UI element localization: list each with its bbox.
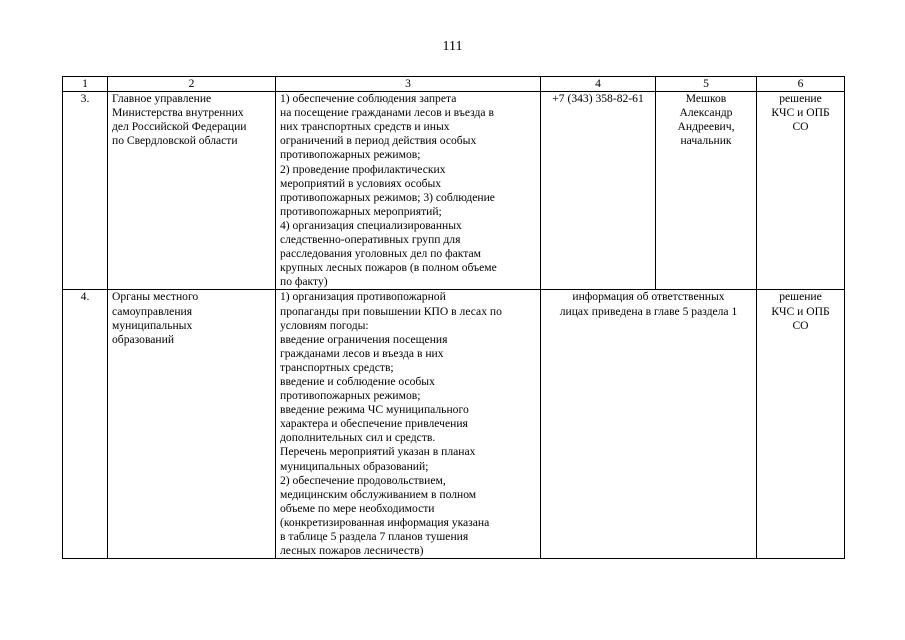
- organization-line: Органы местного: [112, 290, 199, 304]
- decision-cell: [757, 290, 845, 559]
- measures-line: 4) организация специализированных: [280, 218, 462, 232]
- phone-cell: +7 (343) 358-82-61: [541, 92, 656, 290]
- measures-line: мероприятий в условиях особых: [280, 176, 442, 190]
- decision-line: СО: [792, 318, 809, 332]
- decision-line: решение: [779, 290, 822, 304]
- person-line: Мешков: [685, 92, 727, 106]
- measures-line: расследования уголовных дел по фактам: [280, 247, 481, 261]
- organization-line: по Свердловской области: [112, 134, 238, 148]
- measures-line: гражданами лесов и въезда в них: [280, 346, 444, 360]
- measures-line: 1) организация противопожарной: [280, 290, 446, 304]
- measures-line: следственно-оперативных групп для: [280, 233, 461, 247]
- row-number-cell: 4.: [63, 290, 108, 559]
- measures-line: в таблице 5 раздела 7 планов тушения: [280, 530, 469, 543]
- organization-line: образований: [112, 332, 175, 346]
- measures-line: пропаганды при повышении КПО в лесах по: [280, 304, 502, 318]
- measures-line: лесных пожаров лесничеств): [280, 544, 424, 558]
- page-number: 111: [442, 39, 463, 54]
- organization-cell: [108, 290, 276, 559]
- measures-line: противопожарных мероприятий;: [280, 204, 442, 218]
- column-header-2: 2: [108, 77, 276, 92]
- organization-line: муниципальных: [112, 318, 193, 332]
- measures-line: ограничений в период действия особых: [280, 134, 477, 148]
- decision-line: КЧС и ОПБ: [771, 106, 830, 120]
- measures-line: по факту): [280, 275, 328, 289]
- measures-line: Перечень мероприятий указан в планах: [280, 445, 476, 459]
- measures-line: 2) проведение профилактических: [280, 162, 446, 176]
- table-row: [63, 92, 845, 290]
- column-header-4: 4: [541, 77, 656, 92]
- table-row: [63, 290, 845, 559]
- organization-line: дел Российской Федерации: [112, 120, 247, 134]
- measures-line: 2) обеспечение продовольствием,: [280, 473, 446, 487]
- person-line: Александр: [679, 106, 733, 120]
- column-header-6: 6: [757, 77, 845, 92]
- measures-cell: [276, 290, 541, 559]
- person-line: Андреевич,: [677, 120, 735, 134]
- measures-line: муниципальных образований;: [280, 459, 429, 473]
- measures-line: транспортных средств;: [280, 360, 394, 374]
- column-header-3: 3: [276, 77, 541, 92]
- measures-line: на посещение гражданами лесов и въезда в: [280, 106, 494, 120]
- table-header-row: [63, 77, 845, 92]
- person-line: начальник: [680, 134, 732, 148]
- contact-info-cell: [541, 290, 757, 559]
- contact-info-line: лицах приведена в главе 5 раздела 1: [559, 304, 738, 318]
- measures-line: противопожарных режимов; 3) соблюдение: [280, 190, 495, 204]
- responsible-person-cell: [656, 92, 757, 290]
- organization-cell: [108, 92, 276, 290]
- measures-line: 1) обеспечение соблюдения запрета: [280, 92, 457, 106]
- responsibility-table: [62, 76, 845, 559]
- contact-info-line: информация об ответственных: [572, 290, 725, 304]
- measures-line: противопожарных режимов;: [280, 389, 421, 403]
- measures-line: противопожарных режимов;: [280, 148, 421, 162]
- decision-line: СО: [792, 120, 809, 134]
- column-header-1: 1: [63, 77, 108, 92]
- row-number-cell: 3.: [63, 92, 108, 290]
- decision-cell: [757, 92, 845, 290]
- measures-line: дополнительных сил и средств.: [280, 431, 436, 445]
- measures-line: объеме по мере необходимости: [280, 501, 435, 515]
- column-header-5: 5: [656, 77, 757, 92]
- organization-line: Главное управление: [112, 92, 212, 106]
- organization-line: самоуправления: [112, 304, 193, 318]
- organization-line: Министерства внутренних: [112, 106, 244, 120]
- measures-line: введение и соблюдение особых: [280, 374, 435, 388]
- measures-line: них транспортных средств и иных: [280, 120, 450, 134]
- decision-line: КЧС и ОПБ: [771, 304, 830, 318]
- measures-line: крупных лесных пожаров (в полном объеме: [280, 261, 497, 275]
- measures-line: введение ограничения посещения: [280, 332, 448, 346]
- measures-line: условиям погоды:: [280, 318, 369, 332]
- measures-line: (конкретизированная информация указана: [280, 515, 490, 529]
- measures-line: введение режима ЧС муниципального: [280, 403, 469, 417]
- measures-cell: [276, 92, 541, 290]
- measures-line: медицинским обслуживанием в полном: [280, 487, 477, 501]
- decision-line: решение: [779, 92, 822, 106]
- measures-line: характера и обеспечение привлечения: [280, 417, 468, 431]
